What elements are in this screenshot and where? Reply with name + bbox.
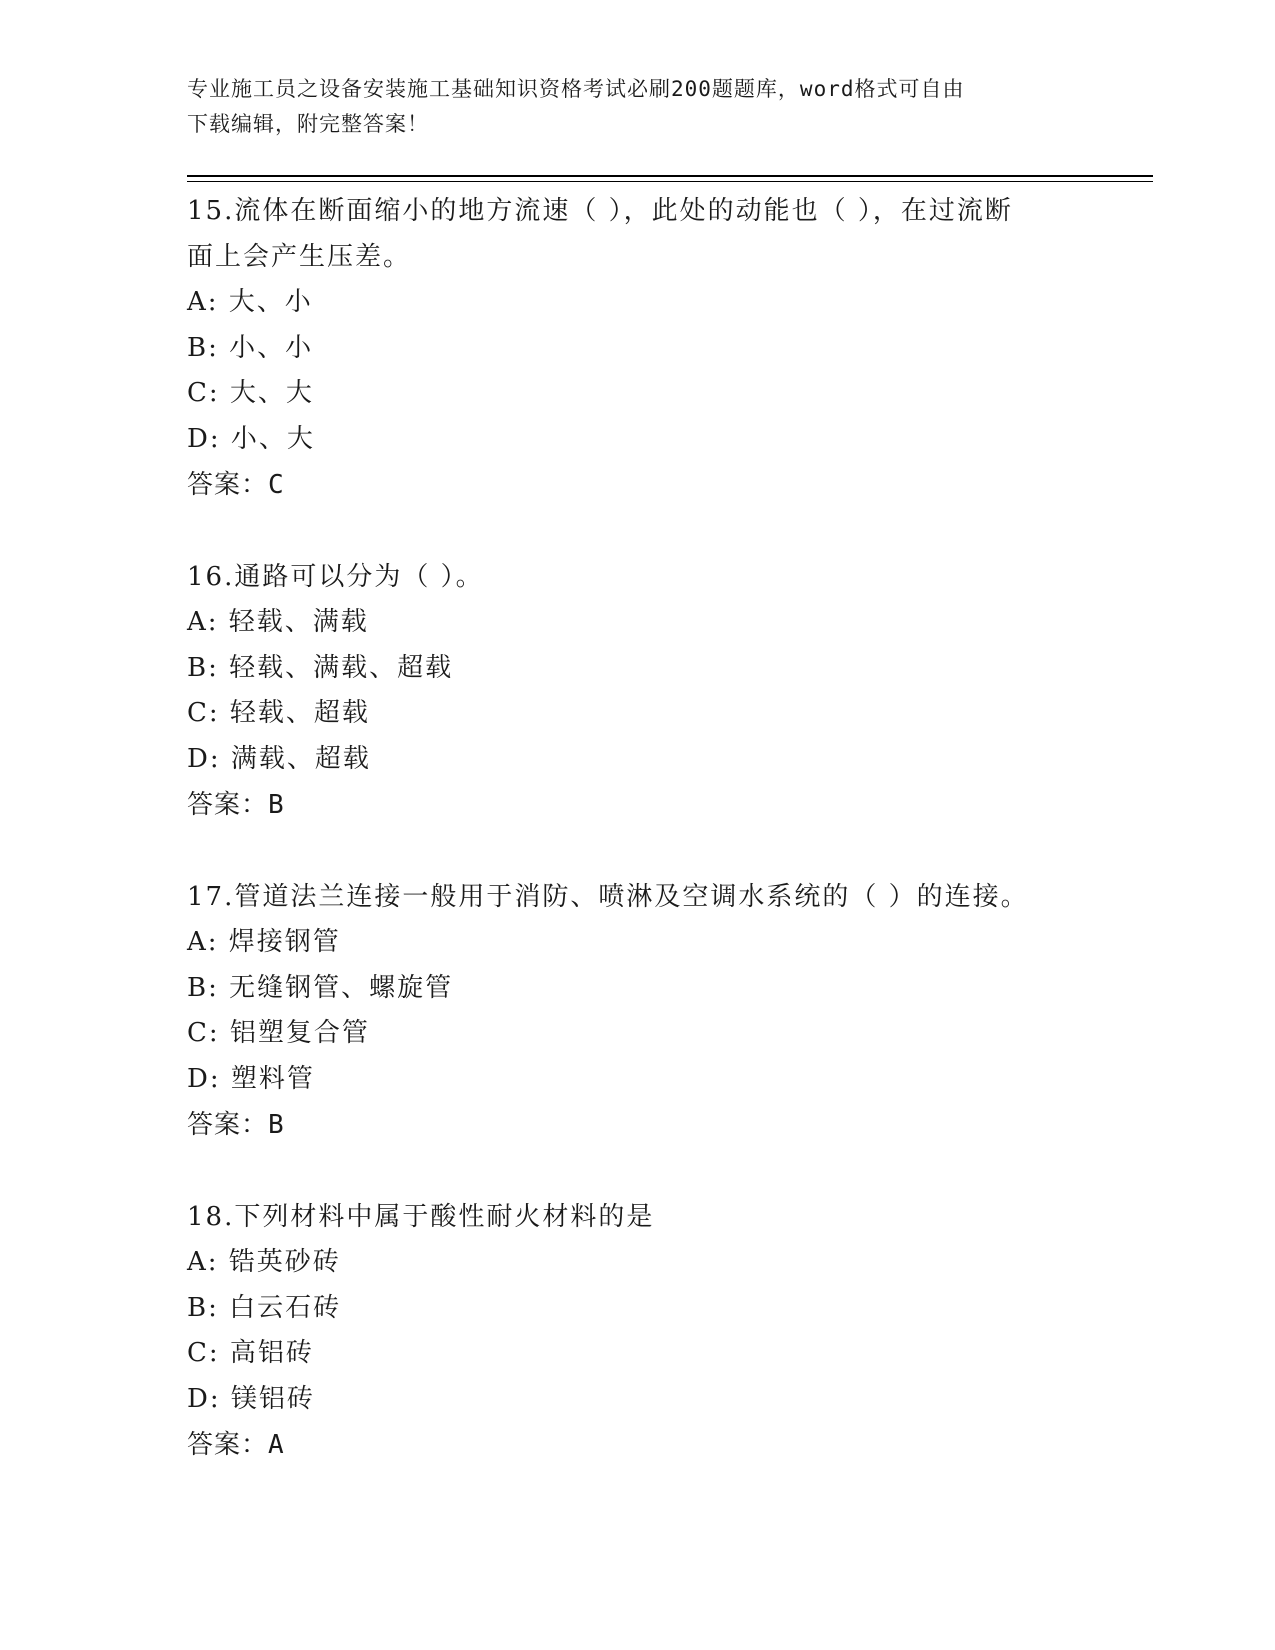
question-stem-continued: 面上会产生压差。 (187, 242, 412, 272)
question-stem: 18.下列材料中属于酸性耐火材料的是 (187, 1202, 655, 1232)
option-b: B: 白云石砖 (187, 1292, 342, 1323)
answer: 答案：A (187, 1430, 285, 1460)
option-a: A: 锆英砂砖 (187, 1247, 341, 1277)
question-spacer (187, 828, 1087, 874)
header-line-1: 专业施工员之设备安装施工基础知识资格考试必刷200题题库，word格式可自由 (187, 77, 965, 101)
option-c: C: 高铝砖 (187, 1338, 314, 1368)
question-list (187, 188, 1087, 1468)
answer: 答案：B (187, 1110, 285, 1140)
header-line-2: 下载编辑，附完整答案！ (187, 112, 429, 136)
answer: 答案：B (187, 790, 285, 820)
question-stem: 17.管道法兰连接一般用于消防、喷淋及空调水系统的（ ）的连接。 (187, 882, 1029, 912)
option-d: D: 塑料管 (187, 1063, 315, 1094)
option-b: B: 小、小 (187, 332, 314, 363)
answer: 答案：C (187, 470, 285, 500)
option-a: A: 焊接钢管 (187, 927, 341, 957)
question-17 (187, 874, 1087, 1148)
option-c: C: 轻载、超载 (187, 698, 370, 728)
question-18 (187, 1194, 1087, 1468)
question-spacer (187, 1148, 1087, 1194)
option-d: D: 小、大 (187, 423, 315, 454)
option-d: D: 镁铝砖 (187, 1383, 315, 1414)
option-a: A: 轻载、满载 (187, 607, 369, 637)
question-15 (187, 188, 1087, 508)
question-spacer (187, 508, 1087, 554)
question-stem: 15.流体在断面缩小的地方流速（ ），此处的动能也（ ），在过流断 (187, 196, 1013, 226)
option-b: B: 无缝钢管、螺旋管 (187, 972, 454, 1003)
document-header (187, 72, 1067, 142)
question-stem: 16.通路可以分为（ ）。 (187, 562, 484, 592)
header-divider-thin (187, 181, 1153, 182)
option-d: D: 满载、超载 (187, 743, 371, 774)
option-c: C: 铝塑复合管 (187, 1018, 370, 1048)
option-a: A: 大、小 (187, 287, 313, 317)
option-c: C: 大、大 (187, 378, 314, 408)
question-16 (187, 554, 1087, 828)
header-divider-thick (187, 175, 1153, 177)
option-b: B: 轻载、满载、超载 (187, 652, 454, 683)
